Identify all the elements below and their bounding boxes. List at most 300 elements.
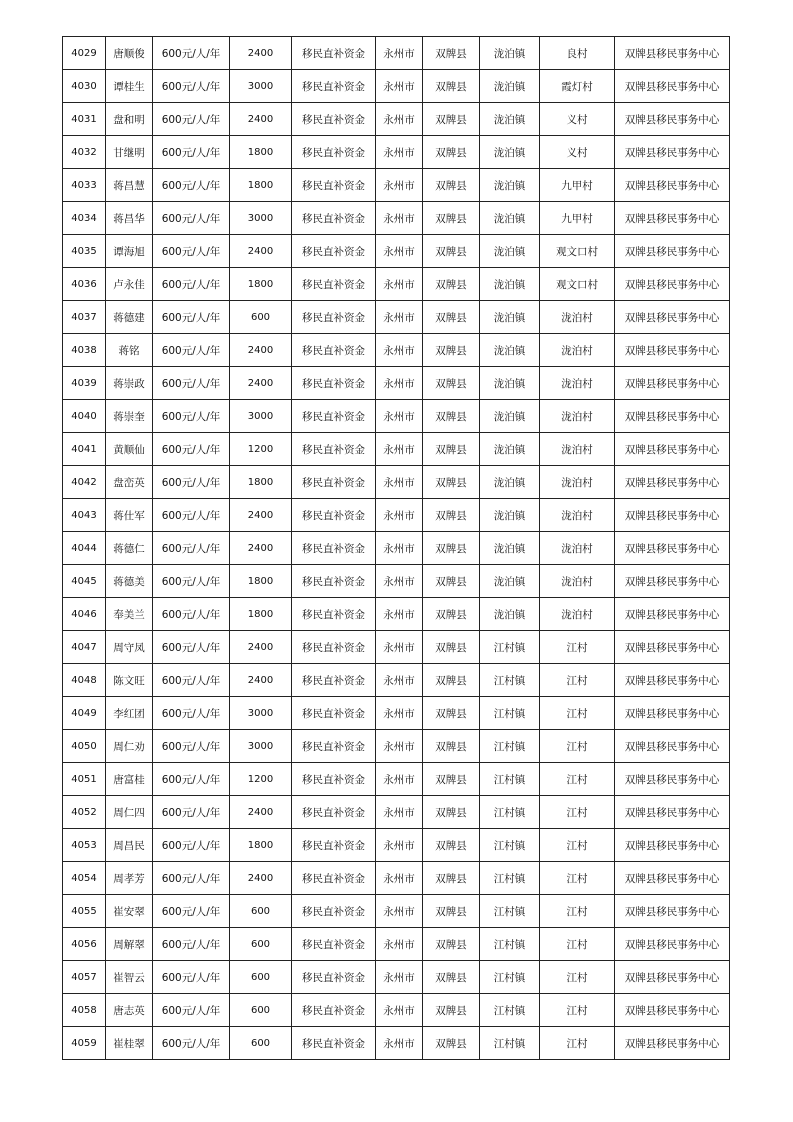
issuing-agency-cell: 双牌县移民事务中心 [615,367,730,400]
fund-type-cell: 移民直补资金 [292,70,376,103]
fund-type-cell: 移民直补资金 [292,631,376,664]
city-cell: 永州市 [376,433,423,466]
county-cell: 双牌县 [423,598,480,631]
amount-cell: 2400 [230,37,292,70]
table-row [63,268,730,301]
village-cell: 义村 [540,103,615,136]
village-cell: 泷泊村 [540,466,615,499]
table-row [63,1027,730,1060]
village-cell: 江村 [540,829,615,862]
issuing-agency-cell: 双牌县移民事务中心 [615,136,730,169]
fund-type-cell: 移民直补资金 [292,796,376,829]
table-row [63,862,730,895]
row-number-cell: 4052 [63,796,106,829]
city-cell: 永州市 [376,268,423,301]
row-number-cell: 4040 [63,400,106,433]
village-cell: 江村 [540,730,615,763]
issuing-agency-cell: 双牌县移民事务中心 [615,697,730,730]
subsidy-standard-cell: 600元/人/年 [153,136,230,169]
town-cell: 泷泊镇 [480,532,540,565]
issuing-agency-cell: 双牌县移民事务中心 [615,70,730,103]
issuing-agency-cell: 双牌县移民事务中心 [615,994,730,1027]
person-name-cell: 卢永佳 [106,268,153,301]
person-name-cell: 唐顺俊 [106,37,153,70]
town-cell: 江村镇 [480,895,540,928]
town-cell: 泷泊镇 [480,70,540,103]
village-cell: 江村 [540,961,615,994]
table-row [63,367,730,400]
table-row [63,202,730,235]
town-cell: 江村镇 [480,664,540,697]
amount-cell: 3000 [230,400,292,433]
village-cell: 泷泊村 [540,598,615,631]
town-cell: 江村镇 [480,796,540,829]
fund-type-cell: 移民直补资金 [292,301,376,334]
person-name-cell: 奉美兰 [106,598,153,631]
village-cell: 义村 [540,136,615,169]
town-cell: 江村镇 [480,697,540,730]
town-cell: 江村镇 [480,763,540,796]
town-cell: 泷泊镇 [480,367,540,400]
village-cell: 观文口村 [540,268,615,301]
city-cell: 永州市 [376,598,423,631]
issuing-agency-cell: 双牌县移民事务中心 [615,400,730,433]
person-name-cell: 唐富桂 [106,763,153,796]
amount-cell: 600 [230,961,292,994]
county-cell: 双牌县 [423,730,480,763]
issuing-agency-cell: 双牌县移民事务中心 [615,334,730,367]
county-cell: 双牌县 [423,466,480,499]
amount-cell: 1800 [230,829,292,862]
issuing-agency-cell: 双牌县移民事务中心 [615,829,730,862]
county-cell: 双牌县 [423,994,480,1027]
city-cell: 永州市 [376,895,423,928]
county-cell: 双牌县 [423,37,480,70]
county-cell: 双牌县 [423,433,480,466]
city-cell: 永州市 [376,565,423,598]
issuing-agency-cell: 双牌县移民事务中心 [615,862,730,895]
city-cell: 永州市 [376,235,423,268]
fund-type-cell: 移民直补资金 [292,697,376,730]
city-cell: 永州市 [376,796,423,829]
row-number-cell: 4041 [63,433,106,466]
amount-cell: 1800 [230,565,292,598]
fund-type-cell: 移民直补资金 [292,499,376,532]
town-cell: 泷泊镇 [480,565,540,598]
city-cell: 永州市 [376,961,423,994]
city-cell: 永州市 [376,928,423,961]
row-number-cell: 4029 [63,37,106,70]
amount-cell: 1800 [230,136,292,169]
subsidy-standard-cell: 600元/人/年 [153,631,230,664]
table-row [63,400,730,433]
fund-type-cell: 移民直补资金 [292,829,376,862]
issuing-agency-cell: 双牌县移民事务中心 [615,1027,730,1060]
amount-cell: 2400 [230,499,292,532]
village-cell: 江村 [540,763,615,796]
subsidy-standard-cell: 600元/人/年 [153,928,230,961]
village-cell: 江村 [540,631,615,664]
county-cell: 双牌县 [423,70,480,103]
city-cell: 永州市 [376,862,423,895]
city-cell: 永州市 [376,1027,423,1060]
person-name-cell: 蒋昌慧 [106,169,153,202]
person-name-cell: 周解翠 [106,928,153,961]
village-cell: 泷泊村 [540,499,615,532]
subsidy-standard-cell: 600元/人/年 [153,37,230,70]
table-row [63,433,730,466]
subsidy-standard-cell: 600元/人/年 [153,301,230,334]
row-number-cell: 4039 [63,367,106,400]
county-cell: 双牌县 [423,895,480,928]
city-cell: 永州市 [376,301,423,334]
row-number-cell: 4032 [63,136,106,169]
row-number-cell: 4057 [63,961,106,994]
city-cell: 永州市 [376,664,423,697]
person-name-cell: 盘峦英 [106,466,153,499]
person-name-cell: 周孝芳 [106,862,153,895]
village-cell: 江村 [540,994,615,1027]
amount-cell: 3000 [230,202,292,235]
person-name-cell: 谭海旭 [106,235,153,268]
town-cell: 泷泊镇 [480,235,540,268]
village-cell: 霞灯村 [540,70,615,103]
city-cell: 永州市 [376,499,423,532]
amount-cell: 1800 [230,598,292,631]
subsidy-standard-cell: 600元/人/年 [153,400,230,433]
table-row [63,730,730,763]
person-name-cell: 蒋崇奎 [106,400,153,433]
fund-type-cell: 移民直补资金 [292,565,376,598]
county-cell: 双牌县 [423,565,480,598]
person-name-cell: 蒋崇政 [106,367,153,400]
city-cell: 永州市 [376,202,423,235]
row-number-cell: 4042 [63,466,106,499]
row-number-cell: 4046 [63,598,106,631]
fund-type-cell: 移民直补资金 [292,367,376,400]
fund-type-cell: 移民直补资金 [292,862,376,895]
table-row [63,928,730,961]
person-name-cell: 周仁劝 [106,730,153,763]
village-cell: 泷泊村 [540,367,615,400]
fund-type-cell: 移民直补资金 [292,136,376,169]
person-name-cell: 周昌民 [106,829,153,862]
amount-cell: 600 [230,301,292,334]
subsidy-standard-cell: 600元/人/年 [153,70,230,103]
row-number-cell: 4050 [63,730,106,763]
town-cell: 江村镇 [480,961,540,994]
town-cell: 泷泊镇 [480,499,540,532]
person-name-cell: 蒋德仁 [106,532,153,565]
table-row [63,631,730,664]
village-cell: 江村 [540,664,615,697]
table-row [63,895,730,928]
person-name-cell: 周仁四 [106,796,153,829]
row-number-cell: 4056 [63,928,106,961]
issuing-agency-cell: 双牌县移民事务中心 [615,235,730,268]
table-row [63,301,730,334]
city-cell: 永州市 [376,169,423,202]
table-row [63,829,730,862]
issuing-agency-cell: 双牌县移民事务中心 [615,664,730,697]
table-row [63,598,730,631]
row-number-cell: 4053 [63,829,106,862]
county-cell: 双牌县 [423,367,480,400]
issuing-agency-cell: 双牌县移民事务中心 [615,532,730,565]
fund-type-cell: 移民直补资金 [292,268,376,301]
amount-cell: 2400 [230,235,292,268]
table-row [63,169,730,202]
fund-type-cell: 移民直补资金 [292,169,376,202]
fund-type-cell: 移民直补资金 [292,202,376,235]
issuing-agency-cell: 双牌县移民事务中心 [615,268,730,301]
amount-cell: 2400 [230,334,292,367]
county-cell: 双牌县 [423,235,480,268]
county-cell: 双牌县 [423,928,480,961]
person-name-cell: 蒋仕军 [106,499,153,532]
city-cell: 永州市 [376,532,423,565]
row-number-cell: 4049 [63,697,106,730]
row-number-cell: 4031 [63,103,106,136]
fund-type-cell: 移民直补资金 [292,103,376,136]
amount-cell: 1200 [230,433,292,466]
issuing-agency-cell: 双牌县移民事务中心 [615,796,730,829]
person-name-cell: 甘继明 [106,136,153,169]
person-name-cell: 周守凤 [106,631,153,664]
fund-type-cell: 移民直补资金 [292,235,376,268]
county-cell: 双牌县 [423,532,480,565]
town-cell: 泷泊镇 [480,136,540,169]
issuing-agency-cell: 双牌县移民事务中心 [615,301,730,334]
county-cell: 双牌县 [423,169,480,202]
amount-cell: 600 [230,895,292,928]
fund-type-cell: 移民直补资金 [292,961,376,994]
subsidy-standard-cell: 600元/人/年 [153,565,230,598]
town-cell: 江村镇 [480,1027,540,1060]
village-cell: 九甲村 [540,169,615,202]
row-number-cell: 4038 [63,334,106,367]
subsidy-table [62,36,730,1060]
county-cell: 双牌县 [423,499,480,532]
county-cell: 双牌县 [423,862,480,895]
town-cell: 泷泊镇 [480,466,540,499]
issuing-agency-cell: 双牌县移民事务中心 [615,499,730,532]
row-number-cell: 4048 [63,664,106,697]
row-number-cell: 4045 [63,565,106,598]
issuing-agency-cell: 双牌县移民事务中心 [615,895,730,928]
village-cell: 江村 [540,895,615,928]
county-cell: 双牌县 [423,961,480,994]
town-cell: 江村镇 [480,928,540,961]
table-row [63,532,730,565]
subsidy-standard-cell: 600元/人/年 [153,202,230,235]
table-row [63,235,730,268]
town-cell: 江村镇 [480,862,540,895]
fund-type-cell: 移民直补资金 [292,730,376,763]
amount-cell: 3000 [230,697,292,730]
person-name-cell: 蒋铭 [106,334,153,367]
county-cell: 双牌县 [423,103,480,136]
row-number-cell: 4051 [63,763,106,796]
row-number-cell: 4030 [63,70,106,103]
town-cell: 泷泊镇 [480,169,540,202]
row-number-cell: 4054 [63,862,106,895]
village-cell: 江村 [540,862,615,895]
issuing-agency-cell: 双牌县移民事务中心 [615,169,730,202]
town-cell: 泷泊镇 [480,598,540,631]
fund-type-cell: 移民直补资金 [292,928,376,961]
row-number-cell: 4055 [63,895,106,928]
amount-cell: 2400 [230,103,292,136]
table-row [63,136,730,169]
issuing-agency-cell: 双牌县移民事务中心 [615,730,730,763]
subsidy-standard-cell: 600元/人/年 [153,730,230,763]
subsidy-standard-cell: 600元/人/年 [153,1027,230,1060]
amount-cell: 3000 [230,730,292,763]
row-number-cell: 4047 [63,631,106,664]
county-cell: 双牌县 [423,631,480,664]
amount-cell: 2400 [230,367,292,400]
town-cell: 泷泊镇 [480,334,540,367]
village-cell: 江村 [540,697,615,730]
town-cell: 泷泊镇 [480,268,540,301]
row-number-cell: 4044 [63,532,106,565]
row-number-cell: 4059 [63,1027,106,1060]
subsidy-standard-cell: 600元/人/年 [153,598,230,631]
amount-cell: 2400 [230,796,292,829]
row-number-cell: 4035 [63,235,106,268]
amount-cell: 2400 [230,532,292,565]
issuing-agency-cell: 双牌县移民事务中心 [615,202,730,235]
table-row [63,565,730,598]
village-cell: 泷泊村 [540,565,615,598]
row-number-cell: 4043 [63,499,106,532]
town-cell: 江村镇 [480,994,540,1027]
subsidy-standard-cell: 600元/人/年 [153,367,230,400]
table-row [63,499,730,532]
town-cell: 江村镇 [480,829,540,862]
city-cell: 永州市 [376,730,423,763]
county-cell: 双牌县 [423,829,480,862]
town-cell: 泷泊镇 [480,37,540,70]
amount-cell: 600 [230,994,292,1027]
fund-type-cell: 移民直补资金 [292,895,376,928]
row-number-cell: 4058 [63,994,106,1027]
subsidy-standard-cell: 600元/人/年 [153,862,230,895]
county-cell: 双牌县 [423,796,480,829]
issuing-agency-cell: 双牌县移民事务中心 [615,928,730,961]
amount-cell: 600 [230,1027,292,1060]
table-row [63,664,730,697]
subsidy-standard-cell: 600元/人/年 [153,763,230,796]
row-number-cell: 4033 [63,169,106,202]
table-row [63,334,730,367]
fund-type-cell: 移民直补资金 [292,400,376,433]
table-row [63,763,730,796]
village-cell: 泷泊村 [540,334,615,367]
town-cell: 泷泊镇 [480,202,540,235]
subsidy-standard-cell: 600元/人/年 [153,994,230,1027]
subsidy-standard-cell: 600元/人/年 [153,532,230,565]
town-cell: 泷泊镇 [480,301,540,334]
fund-type-cell: 移民直补资金 [292,433,376,466]
subsidy-standard-cell: 600元/人/年 [153,235,230,268]
town-cell: 江村镇 [480,631,540,664]
person-name-cell: 盘和明 [106,103,153,136]
row-number-cell: 4034 [63,202,106,235]
amount-cell: 600 [230,928,292,961]
subsidy-standard-cell: 600元/人/年 [153,796,230,829]
county-cell: 双牌县 [423,268,480,301]
fund-type-cell: 移民直补资金 [292,664,376,697]
city-cell: 永州市 [376,763,423,796]
table-row [63,466,730,499]
issuing-agency-cell: 双牌县移民事务中心 [615,466,730,499]
county-cell: 双牌县 [423,202,480,235]
subsidy-standard-cell: 600元/人/年 [153,829,230,862]
amount-cell: 2400 [230,862,292,895]
person-name-cell: 蒋昌华 [106,202,153,235]
subsidy-standard-cell: 600元/人/年 [153,961,230,994]
subsidy-standard-cell: 600元/人/年 [153,895,230,928]
issuing-agency-cell: 双牌县移民事务中心 [615,763,730,796]
table-row [63,37,730,70]
city-cell: 永州市 [376,466,423,499]
person-name-cell: 陈文旺 [106,664,153,697]
person-name-cell: 崔安翠 [106,895,153,928]
amount-cell: 1200 [230,763,292,796]
city-cell: 永州市 [376,697,423,730]
fund-type-cell: 移民直补资金 [292,994,376,1027]
subsidy-standard-cell: 600元/人/年 [153,499,230,532]
amount-cell: 2400 [230,664,292,697]
village-cell: 泷泊村 [540,400,615,433]
village-cell: 泷泊村 [540,301,615,334]
town-cell: 泷泊镇 [480,103,540,136]
fund-type-cell: 移民直补资金 [292,1027,376,1060]
county-cell: 双牌县 [423,763,480,796]
fund-type-cell: 移民直补资金 [292,37,376,70]
amount-cell: 1800 [230,169,292,202]
county-cell: 双牌县 [423,664,480,697]
table-row [63,103,730,136]
fund-type-cell: 移民直补资金 [292,598,376,631]
issuing-agency-cell: 双牌县移民事务中心 [615,631,730,664]
person-name-cell: 李红团 [106,697,153,730]
city-cell: 永州市 [376,400,423,433]
city-cell: 永州市 [376,103,423,136]
person-name-cell: 崔桂翠 [106,1027,153,1060]
issuing-agency-cell: 双牌县移民事务中心 [615,433,730,466]
subsidy-standard-cell: 600元/人/年 [153,268,230,301]
person-name-cell: 蒋德建 [106,301,153,334]
village-cell: 江村 [540,928,615,961]
village-cell: 观文口村 [540,235,615,268]
county-cell: 双牌县 [423,1027,480,1060]
county-cell: 双牌县 [423,400,480,433]
city-cell: 永州市 [376,70,423,103]
city-cell: 永州市 [376,994,423,1027]
village-cell: 泷泊村 [540,532,615,565]
city-cell: 永州市 [376,334,423,367]
table-row [63,697,730,730]
person-name-cell: 蒋德美 [106,565,153,598]
city-cell: 永州市 [376,631,423,664]
subsidy-standard-cell: 600元/人/年 [153,697,230,730]
issuing-agency-cell: 双牌县移民事务中心 [615,103,730,136]
issuing-agency-cell: 双牌县移民事务中心 [615,598,730,631]
village-cell: 良村 [540,37,615,70]
